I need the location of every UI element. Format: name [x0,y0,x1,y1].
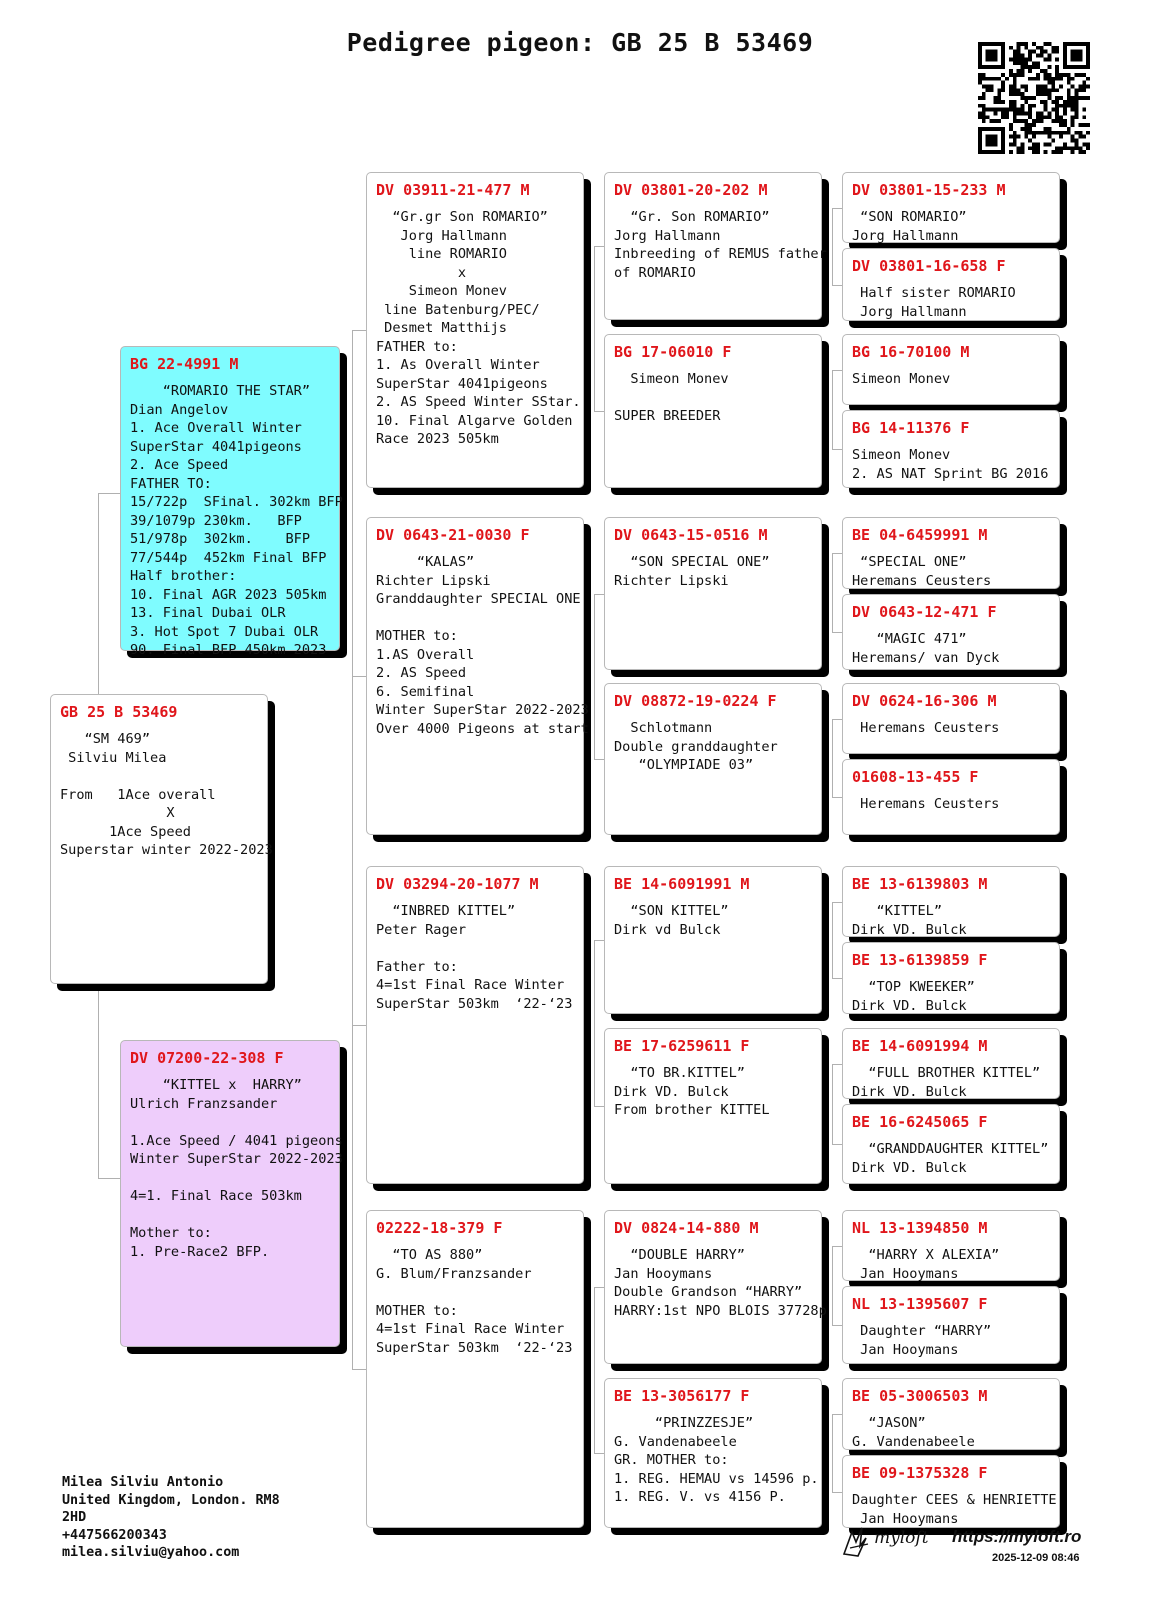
connector-line [594,940,595,1106]
pigeon-note: Father to: [376,958,458,975]
pigeon-note: x [376,264,467,281]
pigeon-note: 4=1st Final Race Winter [376,1321,565,1337]
pigeon-note: Half brother: [130,568,237,584]
ring-number: DV 03801-20-202 M [614,181,768,199]
pigeon-note: 90. Final BFP 450km 2023 [130,642,327,658]
pigeon-note: Richter Lipski [614,572,729,589]
great-great-grandparent-card[interactable] [842,759,1060,835]
connector-line [352,330,353,1369]
pigeon-note: 4=1. Final Race 503km [130,1188,302,1204]
pigeon-note: “JASON” [852,1415,926,1431]
connector-line [98,493,120,494]
connector-line [594,594,604,595]
great-grandparent-card[interactable] [604,1378,822,1528]
pigeon-note: 2. AS Speed [376,665,467,681]
pigeon-note: “KITTEL” [852,903,943,919]
pigeon-note: SuperStar 4041pigeons [376,375,548,392]
great-grandparent-card[interactable] [604,866,822,1014]
grandparent-card[interactable] [366,517,589,835]
pigeon-note [376,939,574,958]
pigeon-note: “KALAS” [376,554,475,570]
connector-line [594,411,604,412]
pigeon-note: 6. Semifinal [376,683,475,700]
pigeon-note: Simeon Monev [376,283,507,299]
ring-number: DV 0643-15-0516 M [614,526,768,544]
pigeon-note: of ROMARIO [614,264,696,281]
great-grandparent-card[interactable] [604,517,822,670]
pigeon-note [60,767,258,786]
pigeon-note: “HARRY X ALEXIA” [852,1247,1000,1263]
connector-line [832,1414,842,1415]
pigeon-note: Half sister ROMARIO [852,285,1016,301]
pigeon-note: Jorg Hallmann [614,227,721,244]
pigeon-note: “TO BR.KITTEL” [614,1065,745,1081]
pigeon-note: 51/978p 302km. BFP [130,531,311,547]
pigeon-note: 1Ace Speed [60,823,191,840]
pigeon-note: “MAGIC 471” [852,631,967,647]
great-great-grandparent-card[interactable] [842,410,1060,488]
pigeon-note: Simeon Monev [852,371,951,387]
ring-number: DV 03911-21-477 M [376,181,530,199]
owner-contact [62,1474,280,1562]
brand-name: myloft [874,1528,929,1548]
connector-line [594,759,604,760]
connector-line [594,1287,604,1288]
pigeon-note: line ROMARIO [376,246,507,262]
ring-number: DV 07200-22-308 F [130,1049,284,1067]
ring-number: BE 05-3006503 M [852,1387,988,1405]
pigeon-note: Dirk VD. Bulck [852,921,967,938]
pigeon-note: 2. Ace Speed [130,457,229,473]
connector-line [594,246,595,411]
connector-line [832,1064,842,1065]
ring-number: BE 09-1375328 F [852,1464,988,1482]
pigeon-note: “SON KITTEL” [614,903,729,919]
connector-line [832,1246,833,1326]
ring-number: BE 13-3056177 F [614,1387,750,1405]
pigeon-note [614,389,812,408]
pigeon-note [130,1206,330,1225]
connector-line [832,553,842,554]
pigeon-note: From brother KITTEL [614,1102,770,1118]
connector-line [832,719,833,798]
pigeon-note: Mother to: [130,1225,212,1241]
dam-card[interactable] [120,1040,343,1347]
pigeon-note: “GRANDDAUGHTER KITTEL” [852,1141,1049,1157]
pigeon-note: MOTHER to: [376,628,458,644]
ring-number: DV 03801-16-658 F [852,257,1006,275]
connector-line [832,208,842,209]
connector-line [832,1064,833,1145]
great-great-grandparent-card[interactable] [842,683,1060,754]
ring-number: BE 04-6459991 M [852,526,988,544]
ring-number: BE 16-6245065 F [852,1113,988,1131]
qr-code-icon [978,42,1090,154]
pigeon-note: From 1Ace overall [60,786,216,803]
connector-line [594,1287,595,1453]
connector-line [832,902,842,903]
connector-line [832,1492,842,1493]
pigeon-note: SUPER BREEDER [614,408,721,424]
pigeon-note: X [60,805,175,821]
ring-number: DV 0643-12-471 F [852,603,997,621]
connector-line [352,676,366,677]
connector-line [832,1414,833,1492]
pigeon-note: Ulrich Franzsander [130,1095,278,1112]
pigeon-note: Jan Hooymans [852,1265,959,1282]
owner-phone: +447566200343 [62,1527,167,1543]
pigeon-note: Race 2023 505km [376,431,499,447]
great-grandparent-card[interactable] [604,334,822,488]
pigeon-note: Dirk VD. Bulck [852,997,967,1014]
pigeon-note: Dirk vd Bulck [614,921,721,938]
pigeon-note: GR. MOTHER to: [614,1452,729,1468]
connector-line [352,1025,366,1026]
connector-line [832,797,842,798]
connector-line [832,370,833,450]
pigeon-note: Heremans Ceusters [852,572,992,589]
pigeon-note: “DOUBLE HARRY” [614,1247,745,1263]
pigeon-note [130,1169,330,1188]
pigeon-note: G. Vandenabeele [852,1433,975,1450]
pigeon-note: “OLYMPIADE 03” [614,757,754,773]
pigeon-note: Richter Lipski [376,572,491,589]
pigeon-note: Dirk VD. Bulck [852,1159,967,1176]
pigeon-note: 1.Ace Speed / 4041 pigeons [130,1132,343,1149]
pigeon-note: G. Vandenabeele [614,1433,737,1450]
pigeon-note: FATHER TO: [130,475,212,492]
connector-line [352,330,366,331]
grandparent-card[interactable] [366,1210,584,1528]
grandparent-card[interactable] [366,172,584,488]
subject-pigeon-card[interactable] [50,694,273,984]
pigeon-note: Double granddaughter [614,738,778,755]
pigeon-note: Daughter CEES & HENRIETTE [852,1492,1057,1508]
pigeon-note: Jan Hooymans [614,1265,713,1282]
pigeon-note: 1. REG. V. vs 4156 P. [614,1489,786,1505]
connector-line [832,632,842,633]
connector-line [832,285,842,286]
connector-line [594,1453,604,1454]
connector-line [832,553,833,632]
pigeon-note: Simeon Monev [614,371,729,387]
great-great-grandparent-card[interactable] [842,594,1060,670]
ring-number: BG 14-11376 F [852,419,970,437]
connector-line [594,594,595,759]
connector-line [594,940,604,941]
pigeon-note: SuperStar 503km ‘22-‘23 [376,995,573,1012]
pigeon-note: Granddaughter SPECIAL ONE [376,591,581,607]
pigeon-note: 4=1st Final Race Winter [376,977,565,993]
pigeon-note: “KITTEL x HARRY” [130,1077,302,1093]
ring-number: 02222-18-379 F [376,1219,503,1237]
pigeon-note: 2. AS NAT Sprint BG 2016 [852,465,1049,482]
pigeon-note: Daughter “HARRY” [852,1323,992,1339]
pigeon-note: 10. Final AGR 2023 505km [130,586,327,603]
pigeon-note: “PRINZZESJE” [614,1415,754,1431]
pigeon-note: “SON SPECIAL ONE” [614,554,770,570]
connector-line [832,978,842,979]
great-great-grandparent-card[interactable] [842,1028,1060,1099]
ring-number: DV 0643-21-0030 F [376,526,530,544]
pigeon-note: “TO AS 880” [376,1247,483,1263]
pigeon-note: Silviu Milea [60,749,167,766]
pigeon-note: 1.AS Overall [376,646,475,663]
pigeon-note: line Batenburg/PEC/ [376,301,540,318]
grandparent-card[interactable] [366,866,584,1184]
connector-line [832,1246,842,1247]
pigeon-note: Heremans Ceusters [852,720,1000,736]
great-great-grandparent-card[interactable] [842,1210,1060,1281]
pigeon-note: HARRY:1st NPO BLOIS 37728p [614,1302,827,1319]
connector-line [352,1369,366,1370]
pigeon-note: “Gr. Son ROMARIO” [614,209,770,225]
great-great-grandparent-card[interactable] [842,517,1060,589]
pigeon-note: SuperStar 503km ‘22-‘23 [376,1339,573,1356]
pigeon-note: MOTHER to: [376,1302,458,1319]
ring-number: BE 14-6091991 M [614,875,750,893]
pigeon-note: 1. As Overall Winter [376,357,540,373]
great-great-grandparent-card[interactable] [842,334,1060,405]
connector-line [832,719,842,720]
pigeon-note: Jorg Hallmann [376,227,507,244]
pigeon-note: 15/722p SFinal. 302km BFP [130,494,343,510]
ring-number: BE 14-6091994 M [852,1037,988,1055]
connector-line [832,1325,842,1326]
owner-name: Milea Silviu Antonio [62,1475,224,1490]
pigeon-note: Dian Angelov [130,401,229,418]
great-grandparent-card[interactable] [604,1028,822,1184]
ring-number: NL 13-1395607 F [852,1295,988,1313]
connector-line [98,1178,120,1179]
ring-number: BE 13-6139803 M [852,875,988,893]
great-grandparent-card[interactable] [604,172,827,320]
pigeon-note: 13. Final Dubai OLR [130,605,286,621]
great-great-grandparent-card[interactable] [842,1455,1060,1528]
pigeon-note: 39/1079p 230km. BFP [130,512,302,529]
ring-number: DV 03801-15-233 M [852,181,1006,199]
great-great-grandparent-card[interactable] [842,172,1060,243]
pigeon-note: Winter SuperStar 2022-2023 [376,702,589,718]
pigeon-note: “Gr.gr Son ROMARIO” [376,209,548,225]
connector-line [832,370,842,371]
pigeon-note: Jan Hooymans [852,1510,959,1527]
pigeon-note: Dirk VD. Bulck [852,1083,967,1100]
great-great-grandparent-card[interactable] [842,248,1060,321]
pigeon-note: “INBRED KITTEL” [376,903,516,919]
ring-number: BG 16-70100 M [852,343,970,361]
connector-line [594,246,604,247]
owner-address: United Kingdom, London. RM8 [62,1492,280,1508]
ring-number: DV 08872-19-0224 F [614,692,777,710]
pigeon-note: 2. AS Speed Winter SStar. [376,394,581,410]
pigeon-note: 1. Pre-Race2 BFP. [130,1243,270,1260]
pigeon-note: “SON ROMARIO” [852,209,967,225]
pigeon-note: Double Grandson “HARRY” [614,1284,803,1300]
pigeon-note: 77/544p 452km Final BFP [130,549,327,566]
print-date: 2025-12-09 08:46 [992,1552,1080,1564]
ring-number: NL 13-1394850 M [852,1219,988,1237]
ring-number: DV 0824-14-880 M [614,1219,759,1237]
connector-line [832,1144,842,1145]
pigeon-note: “FULL BROTHER KITTEL” [852,1065,1041,1081]
pigeon-note [376,609,574,628]
pigeon-note: Dirk VD. Bulck [614,1083,729,1100]
pigeon-note: Heremans/ van Dyck [852,649,1000,666]
pigeon-note: 1. REG. HEMAU vs 14596 p. [614,1470,819,1487]
great-great-grandparent-card[interactable] [842,1286,1060,1364]
page-title: Pedigree pigeon: GB 25 B 53469 [346,28,814,57]
ring-number: BG 17-06010 F [614,343,732,361]
pigeon-note: SuperStar 4041pigeons [130,438,302,455]
pigeon-note [376,1283,574,1302]
pigeon-note: Superstar winter 2022-2023 [60,842,273,858]
great-grandparent-card[interactable] [604,683,822,835]
great-grandparent-card[interactable] [604,1210,827,1364]
great-great-grandparent-card[interactable] [842,1378,1060,1450]
pigeon-note: 1. Ace Overall Winter [130,420,302,436]
ring-number: 01608-13-455 F [852,768,979,786]
pigeon-note: 3. Hot Spot 7 Dubai OLR [130,623,319,640]
owner-postcode: 2HD [62,1510,87,1526]
pigeon-note: “SM 469” [60,731,151,747]
pigeon-note: 10. Final Algarve Golden [376,412,573,429]
connector-line [832,449,842,450]
brand-url[interactable]: https://myloft.ro [952,1527,1082,1546]
connector-line [594,1106,604,1107]
connector-line [832,208,833,285]
pigeon-note [130,1113,330,1132]
owner-email[interactable]: milea.silviu@yahoo.com [62,1545,240,1561]
ring-number: GB 25 B 53469 [60,703,178,721]
ring-number: BE 13-6139859 F [852,951,988,969]
pigeon-note: Heremans Ceusters [852,796,1000,812]
ring-number: DV 0624-16-306 M [852,692,997,710]
pigeon-note: Jorg Hallmann [852,227,959,244]
pigeon-note: Schlotmann [614,720,713,736]
pigeon-note: Winter SuperStar 2022-2023 [130,1151,343,1167]
pigeon-note: Inbreeding of REMUS father [614,246,827,262]
pigeon-note: FATHER to: [376,338,458,355]
pigeon-note: Jan Hooymans [852,1341,959,1358]
ring-number: BE 17-6259611 F [614,1037,750,1055]
pigeon-note: Jorg Hallmann [852,303,967,320]
pigeon-note: Peter Rager [376,921,467,938]
great-great-grandparent-card[interactable] [842,1104,1060,1184]
sire-card[interactable] [120,346,343,658]
pigeon-note: Simeon Monev [852,447,951,463]
ring-number: BG 22-4991 M [130,355,239,373]
great-great-grandparent-card[interactable] [842,866,1060,937]
great-great-grandparent-card[interactable] [842,942,1060,1014]
pigeon-note: Over 4000 Pigeons at start [376,720,589,737]
connector-line [832,902,833,979]
pigeon-note: Desmet Matthijs [376,320,507,336]
pigeon-note: G. Blum/Franzsander [376,1265,532,1282]
pigeon-note: “ROMARIO THE STAR” [130,383,311,399]
pigeon-note: “SPECIAL ONE” [852,554,967,570]
pigeon-note: “TOP KWEEKER” [852,979,975,995]
ring-number: DV 03294-20-1077 M [376,875,539,893]
